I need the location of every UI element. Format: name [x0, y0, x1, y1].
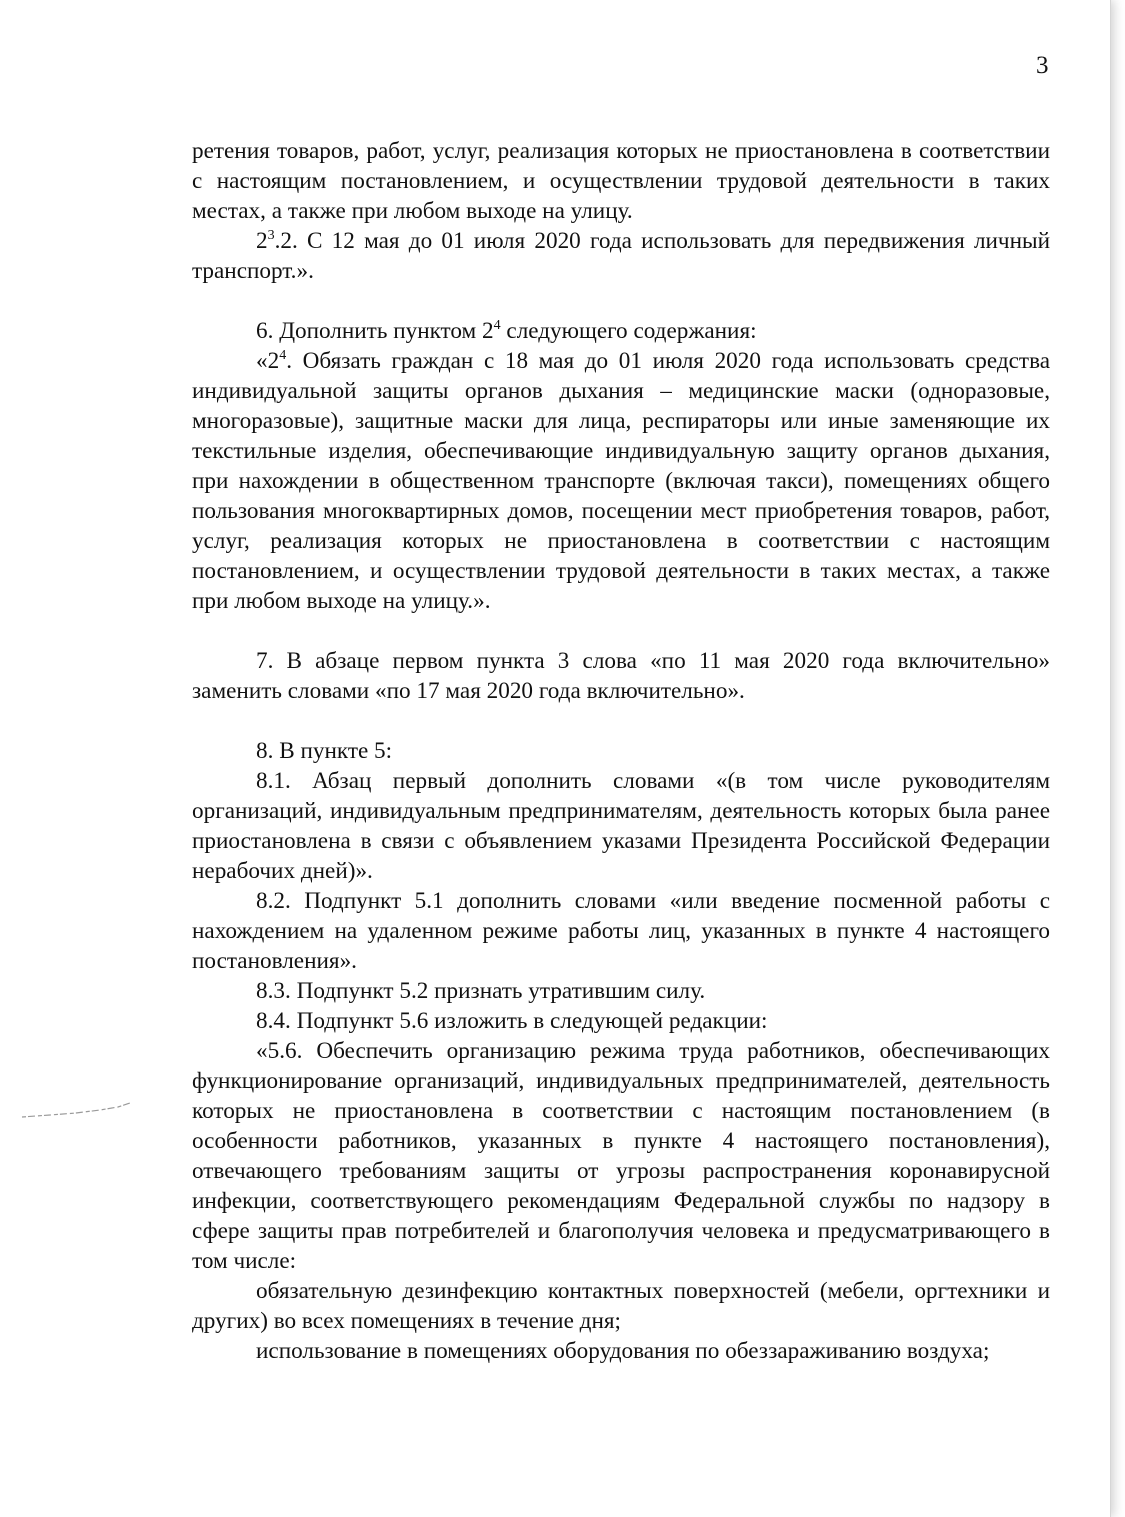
paragraph-9: 8.3. Подпункт 5.2 признать утратившим силу.	[256, 978, 706, 1004]
scan-artifact-line	[20, 1100, 132, 1120]
paragraph-2-prefix: 2	[256, 228, 268, 254]
paragraph-6: 8. В пункте 5:	[256, 738, 393, 764]
paragraph-3-prefix: 6. Дополнить пунктом 2	[256, 318, 494, 344]
paragraph-7: 8.1. Абзац первый дополнить словами «(в том числе руководителям организаций, индивидуальным предпринимателям, деятельность которых была ранее приостановлена в связи с объявлением указами Президента Российской Федерации нерабочих дней)».	[192, 768, 1050, 884]
document-body	[192, 136, 1050, 1366]
paragraph-3-superscript: 4	[493, 318, 501, 333]
paragraph-12: обязательную дезинфекцию контактных поверхностей (мебели, оргтехники и других) во всех помещениях в течение дня;	[192, 1278, 1050, 1334]
paragraph-2-superscript: 3	[267, 228, 275, 243]
paragraph-4-text: . Обязать граждан с 18 мая до 01 июля 2020 года использовать средства индивидуальной защиты органов дыхания – медицинские маски (одноразовые, многоразовые), защитные маски для лица, респираторы или иные заменяющие их текстильные изделия, обеспечивающие индивидуальную защиту органов дыхания, при нахождении в общественном транспорте (включая такси), помещениях общего пользования многоквартирных домов, посещении мест приобретения товаров, работ, услуг, реализация которых не приостановлена в соответствии с настоящим постановлением, и осуществлении трудовой деятельности в таких местах, а также при любом выходе на улицу.».	[192, 348, 1050, 614]
paragraph-4	[192, 346, 1050, 616]
paragraph-2-text: .2. С 12 мая до 01 июля 2020 года использовать для передвижения личный транспорт.».	[192, 228, 1050, 284]
paragraph-13: использование в помещениях оборудования по обеззараживанию воздуха;	[256, 1338, 990, 1364]
paragraph-11: «5.6. Обеспечить организацию режима труда работников, обеспечивающих функционирование организаций, индивидуальных предпринимателей, деятельность которых не приостановлена в соответствии с настоящим постановлением (в особенности работников, указанных в пункте 4 настоящего постановления), отвечающего требованиям защиты от угрозы распространения коронавирусной инфекции, соответствующего рекомендациям Федеральной службы по надзору в сфере защиты прав потребителей и благополучия человека и предусматривающего в том числе:	[192, 1038, 1050, 1274]
paragraph-4-prefix: «2	[256, 348, 280, 374]
paragraph-2	[192, 226, 1050, 286]
paragraph-8: 8.2. Подпункт 5.1 дополнить словами «или введение посменной работы с нахождением на удаленном режиме работы лиц, указанных в пункте 4 настоящего постановления».	[192, 888, 1050, 974]
paragraph-10: 8.4. Подпункт 5.6 изложить в следующей редакции:	[256, 1008, 768, 1034]
paragraph-5: 7. В абзаце первом пункта 3 слова «по 11 мая 2020 года включительно» заменить словами «по 17 мая 2020 года включительно».	[192, 648, 1050, 704]
paragraph-4-superscript: 4	[279, 348, 287, 363]
paragraph-3	[192, 316, 1050, 346]
paragraph-1: ретения товаров, работ, услуг, реализация которых не приостановлена в соответствии с настоящим постановлением, и осуществлении трудовой деятельности в таких местах, а также при любом выходе на улицу.	[192, 138, 1050, 224]
page-number: 3	[1036, 52, 1049, 79]
paragraph-3-text: следующего содержания:	[500, 318, 757, 344]
